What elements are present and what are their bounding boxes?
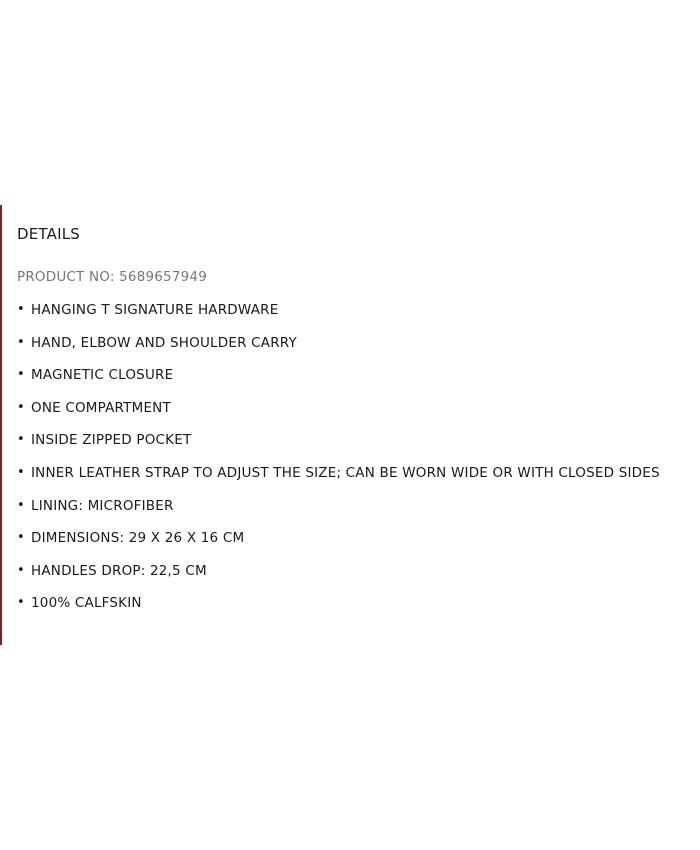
list-item bbox=[17, 529, 687, 562]
list-item-text: ONE COMPARTMENT bbox=[31, 399, 171, 416]
list-item bbox=[17, 562, 687, 595]
list-item bbox=[17, 399, 687, 432]
list-item bbox=[17, 594, 687, 627]
list-item-text: DIMENSIONS: 29 X 26 X 16 CM bbox=[31, 530, 245, 547]
bullet-icon: • bbox=[17, 464, 25, 480]
bullet-icon: • bbox=[17, 530, 25, 546]
list-item-text: INNER LEATHER STRAP TO ADJUST THE SIZE; CAN BE WORN WIDE OR WITH CLOSED SIDES bbox=[31, 464, 660, 481]
product-number: PRODUCT NO: 5689657949 bbox=[17, 269, 208, 285]
list-item bbox=[17, 301, 687, 334]
list-item bbox=[17, 464, 687, 497]
accent-divider bbox=[0, 205, 2, 645]
list-item-text: HANGING T SIGNATURE HARDWARE bbox=[31, 302, 279, 318]
details-heading: DETAILS bbox=[17, 225, 80, 243]
list-item-text: MAGNETIC CLOSURE bbox=[31, 367, 174, 384]
list-item-text: HAND, ELBOW AND SHOULDER CARRY bbox=[31, 334, 297, 351]
list-item-text: LINING: MICROFIBER bbox=[31, 497, 174, 514]
details-panel bbox=[17, 224, 687, 627]
bullet-icon: • bbox=[17, 432, 25, 448]
list-item bbox=[17, 497, 687, 530]
bullet-icon: • bbox=[17, 367, 25, 383]
list-item-text: INSIDE ZIPPED POCKET bbox=[31, 432, 192, 449]
bullet-icon: • bbox=[17, 497, 25, 513]
list-item bbox=[17, 431, 687, 464]
details-list bbox=[17, 301, 687, 627]
list-item bbox=[17, 334, 687, 367]
list-item bbox=[17, 366, 687, 399]
list-item-text: 100% CALFSKIN bbox=[31, 595, 142, 612]
bullet-icon: • bbox=[17, 399, 25, 415]
bullet-icon: • bbox=[17, 562, 25, 578]
bullet-icon: • bbox=[17, 595, 25, 611]
bullet-icon: • bbox=[17, 302, 25, 317]
list-item-text: HANDLES DROP: 22,5 CM bbox=[31, 562, 207, 579]
bullet-icon: • bbox=[17, 334, 25, 350]
